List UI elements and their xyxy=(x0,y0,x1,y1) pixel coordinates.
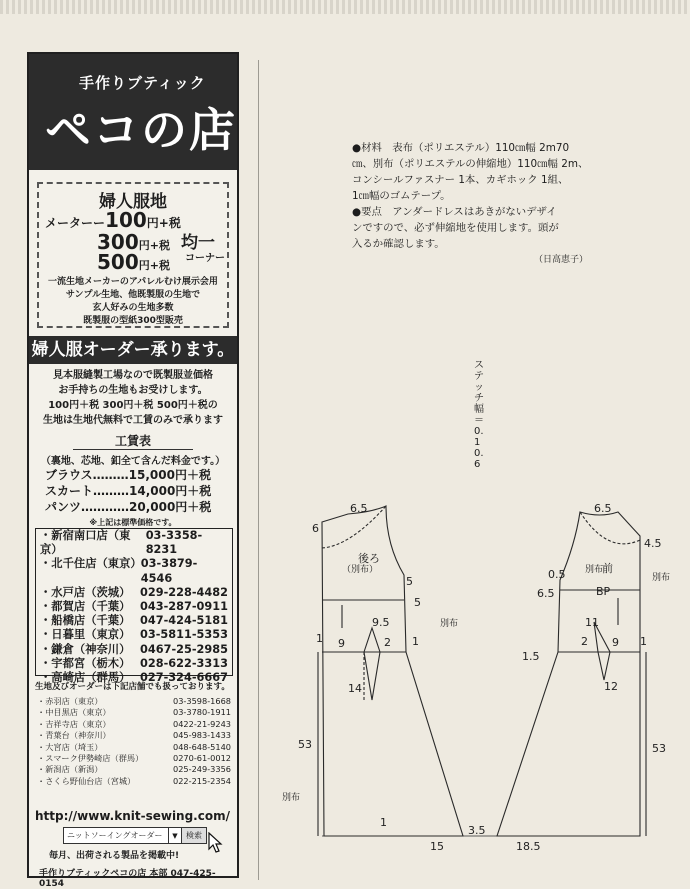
label-bekkfu-hem: 別布 xyxy=(282,793,301,803)
label-14: 14 xyxy=(348,682,362,695)
wage-row: ブラウス………15,000円＋税 xyxy=(45,468,211,482)
label-1c: 1 xyxy=(380,816,387,829)
label-2a: 2 xyxy=(384,636,391,649)
website-url[interactable]: http://www.knit-sewing.com/ xyxy=(35,809,230,823)
branch-item: ・赤羽店（東京） 03-3598-1668 xyxy=(37,696,231,706)
fabric-line: サンプル生地、他既製服の生地で xyxy=(65,290,201,300)
front-pattern-outline xyxy=(497,512,640,836)
label-0.5: 0.5 xyxy=(548,568,566,581)
monthly-products-text: 毎月、出荷される製品を掲載中! xyxy=(49,851,180,861)
store-item: ・水戸店（茨城） 029-228-4482 xyxy=(40,585,228,599)
label-2b: 2 xyxy=(581,635,588,648)
label-6.5c: 6.5 xyxy=(537,587,555,600)
store-item: ・日暮里（東京） 03-5811-5353 xyxy=(40,628,228,642)
label-15: 15 xyxy=(430,840,444,853)
wage-table-footnote: ※上記は標準価格です。 xyxy=(89,518,177,527)
fabric-line: 玄人好みの生地多数 xyxy=(92,303,174,313)
head-office-contact: 手作りブティックペコの店 本部 047-425-0154 xyxy=(39,869,216,889)
uniform-corner-label: 均一 xyxy=(181,233,215,253)
store-item: ・船橋店（千葉） 047-424-5181 xyxy=(40,614,228,628)
label-1.5: 1.5 xyxy=(522,650,540,663)
label-bekkfu-front: 別布 xyxy=(652,573,671,583)
branch-item: ・新潟店（新潟） 025-249-3356 xyxy=(37,764,231,775)
label-bekkfu-2: 別布 xyxy=(585,565,604,575)
label-back-shoulder: 6.5 xyxy=(350,502,368,515)
store-item: ・北千住店（東京） 03-3879-4546 xyxy=(40,557,198,585)
label-4.5: 4.5 xyxy=(644,537,662,550)
store-item: ・高崎店（群馬） 027-324-6667 xyxy=(40,671,228,685)
price-row-3: 500円+税 xyxy=(97,250,170,274)
label-6: 6 xyxy=(312,522,319,535)
label-1a: 1 xyxy=(316,632,323,645)
branch-item: ・中目黒店（東京） 03-3780-1911 xyxy=(37,707,231,718)
label-53-left: 53 xyxy=(298,738,312,751)
order-line: 100円＋税 300円＋税 500円＋税の xyxy=(48,400,218,411)
wage-table-title: 工賃表 xyxy=(73,432,193,450)
logo-title: ペコの店 xyxy=(45,103,237,157)
label-back: 後ろ xyxy=(358,552,380,565)
store-item: ・鎌倉（神奈川） 0467-25-2985 xyxy=(40,642,228,656)
store-item: ・宇都宮（栃木） 028-622-3313 xyxy=(40,656,228,670)
points-line: ●要点 アンダードレスはあきがないデザイ xyxy=(352,206,557,218)
label-12: 12 xyxy=(604,680,618,693)
wage-row: スカート………14,000円＋税 xyxy=(45,484,212,498)
materials-line: ●材料 表布（ポリエステル）110㎝幅 2m70 xyxy=(352,142,570,154)
fabric-line: 既製服の型紙300型販売 xyxy=(83,316,183,326)
label-bekkfu-side: 別布 xyxy=(440,619,459,629)
chevron-down-icon[interactable]: ▼ xyxy=(172,831,178,840)
points-line: 入るか確認します。 xyxy=(352,238,445,250)
order-line: 見本服縫製工場なので既製服並価格 xyxy=(53,370,213,381)
branch-item: ・吉祥寺店（東京） 0422-21-9243 xyxy=(37,718,231,729)
store-item: ・新宿南口店（東京） 03-3358-8231 xyxy=(40,529,203,557)
label-9.5: 9.5 xyxy=(372,616,390,629)
branch-item: ・さくら野仙台店（宮城） 022-215-2354 xyxy=(37,775,231,786)
materials-line: コンシールファスナー 1本、カギホック 1組、 xyxy=(352,174,569,186)
label-5: 5 xyxy=(406,575,413,588)
label-11: 11 xyxy=(585,616,599,629)
branch-heading: 生地及びオーダーは下記店舗でも扱っております。 xyxy=(35,682,230,692)
branch-item: ・大宮店（埼玉） 048-648-5140 xyxy=(37,741,231,752)
label-5b: 5 xyxy=(414,596,421,609)
front-neckline xyxy=(580,512,640,544)
price-row-2: 300円+税 xyxy=(97,230,170,254)
order-headline: 婦人服オーダー承ります。 xyxy=(29,336,237,364)
front-dart xyxy=(594,622,610,680)
price-row-1: メーターー100円+税 xyxy=(45,208,181,232)
order-line: 生地は生地代無料で工賃のみで承ります xyxy=(43,415,223,426)
label-front: 前 xyxy=(602,562,613,575)
label-bekkfu: （別布） xyxy=(342,565,379,575)
points-line: ンですので、必ず伸縮地を使用します。頭が xyxy=(352,222,559,234)
wage-row: パンツ…………20,000円＋税 xyxy=(45,500,212,514)
label-1d: 1 xyxy=(640,635,647,648)
label-18.5: 18.5 xyxy=(516,840,541,853)
stitch-width-note: ステッチ幅＝0.1 0.6 xyxy=(474,360,484,470)
label-front-shoulder: 6.5 xyxy=(594,502,612,515)
branch-item: ・スマーク伊勢崎店（群馬） 0270-61-0012 xyxy=(37,753,231,764)
back-pattern-outline xyxy=(322,506,463,836)
back-dart xyxy=(364,628,380,700)
logo-subtitle: 手作りブティック xyxy=(79,74,206,92)
wage-table-note: （裏地、芯地、釦全て含んだ料金です。） xyxy=(40,456,226,467)
author-credit: （日高恵子） xyxy=(533,255,588,265)
label-1b: 1 xyxy=(412,635,419,648)
order-line: お手持ちの生地もお受けします。 xyxy=(58,385,208,396)
search-button[interactable]: 検索 xyxy=(181,828,206,843)
label-53-right: 53 xyxy=(652,742,666,755)
search-select[interactable]: ニットソーイングオーダー xyxy=(64,828,169,843)
label-bp: BP xyxy=(596,585,611,598)
uniform-corner-sub: コーナー xyxy=(185,253,225,264)
branch-item: ・青葉台（神奈川） 045-983-1433 xyxy=(37,730,231,741)
fabric-title: 婦人服地 xyxy=(99,192,167,212)
materials-line: 1㎝幅のゴムテープ。 xyxy=(352,190,451,202)
label-3.5: 3.5 xyxy=(468,824,486,837)
materials-line: ㎝、別布（ポリエステルの伸縮地）110㎝幅 2m、 xyxy=(352,158,589,170)
label-9a: 9 xyxy=(338,637,345,650)
fabric-line: 一流生地メーカーのアパレルむけ展示会用 xyxy=(48,277,218,287)
label-9b: 9 xyxy=(612,636,619,649)
store-item: ・都賀店（千葉） 043-287-0911 xyxy=(40,600,228,614)
